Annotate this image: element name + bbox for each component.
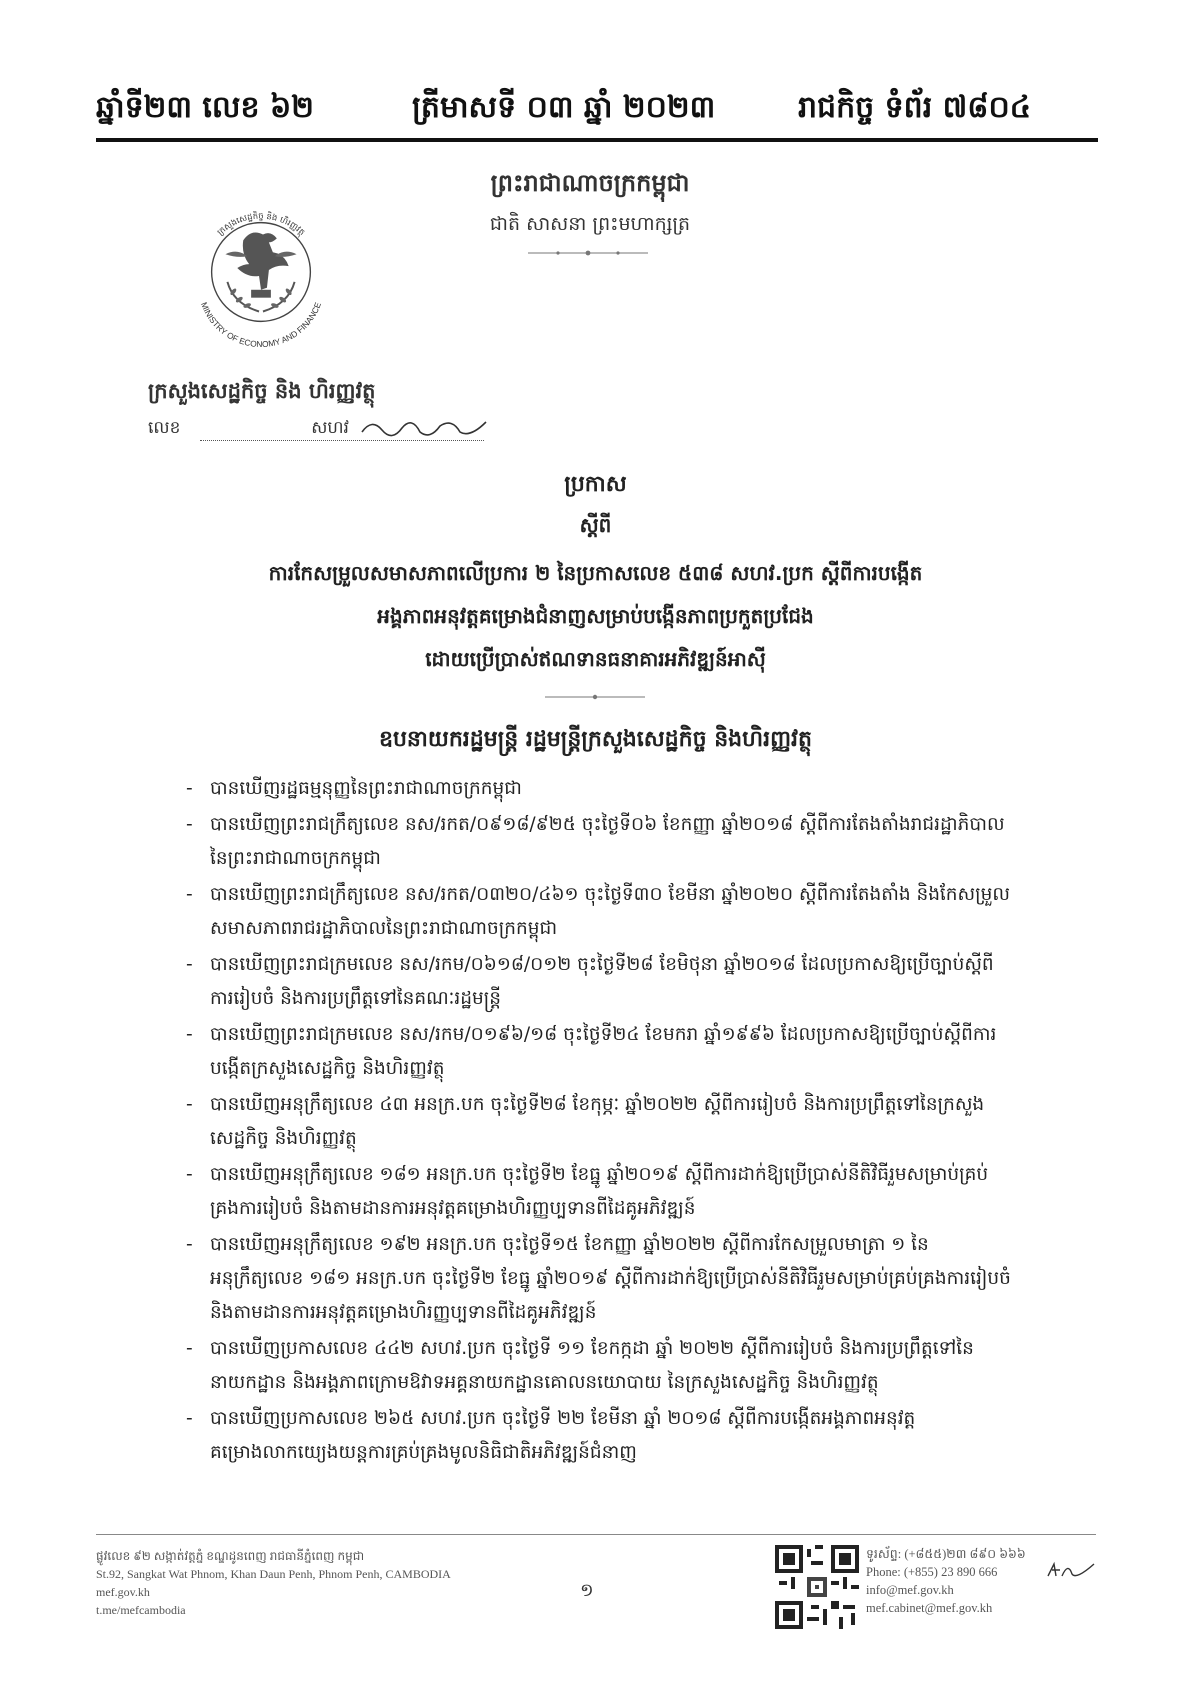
svg-text:MINISTRY OF ECONOMY AND FINANC [199,300,323,349]
ornament-divider-icon [545,692,645,702]
clause-text: បានឃើញប្រកាសលេខ ២៦៥ សហវ.ប្រក ចុះថ្ងៃទី ២២ ខែមីនា ឆ្នាំ ២០១៨ ស្តីពីការបង្កើតអង្គភាពអនុវត្តគម្រោងលាកយ្យេងយន្តការគ្រប់គ្រងមូលនិធិជាតិអភិវឌ្ឍន៍ជំនាញ [210,1408,916,1463]
address-khmer: ផ្លូវលេខ ៩២ សង្កាត់វត្តភ្នំ ខណ្ឌដូនពេញ រាជធានីភ្នំពេញ កម្ពុជា [96,1549,365,1563]
concerning-label: ស្តីពី [579,513,612,537]
reference-number-label [148,417,349,442]
handwritten-signature [360,412,490,442]
seal-english-text: MINISTRY OF ECONOMY AND FINANCE [199,300,323,350]
clause-text: បានឃើញព្រះរាជក្រឹត្យលេខ នស/រកត/០៩១៨/៩២៥ ចុះថ្ងៃទី០៦ ខែកញ្ញា ឆ្នាំ២០១៨ ស្តីពីការតែងតាំងរាជរដ្ឋាភិបាល នៃព្រះរាជាណាចក្រកម្ពុជា [210,814,1005,869]
list-item: - បានឃើញប្រកាសលេខ ២៦៥ សហវ.ប្រក ចុះថ្ងៃទី ២២ ខែមីនា ឆ្នាំ ២០១៨ ស្តីពីការបង្កើតអង្គភាពអនុវត្តគម្រោងលាកយ្យេងយន្តការគ្រប់គ្រងមូលនិធិជាតិអភិវឌ្ឍន៍ជំនាញ [186,1408,916,1463]
list-item: - បានឃើញអនុក្រឹត្យលេខ ៤៣ អនក្រ.បក ចុះថ្ងៃទី២៨ ខែកុម្ភៈ ឆ្នាំ២០២២ ស្តីពីការរៀបចំ និងការប្រព្រឹត្តទៅនៃក្រសួងសេដ្ឋកិច្ច និងហិរញ្ញវត្ថុ [186,1094,985,1149]
initials-signature [1046,1560,1096,1582]
clause-text: បានឃើញអនុក្រឹត្យលេខ ៤៣ អនក្រ.បក ចុះថ្ងៃទី២៨ ខែកុម្ភៈ ឆ្នាំ២០២២ ស្តីពីការរៀបចំ និងការប្រព្រឹត្តទៅនៃក្រសួងសេដ្ឋកិច្ច និងហិរញ្ញវត្ថុ [210,1094,985,1149]
list-item: - បានឃើញព្រះរាជក្រមលេខ នស/រកម/០៦១៨/០១២ ចុះថ្ងៃទី២៨ ខែមិថុនា ឆ្នាំ២០១៨ ដែលប្រកាសឱ្យប្រើច្បាប់ស្តីពីការរៀបចំ និងការប្រព្រឹត្តទៅនៃគណៈរដ្ឋមន្ត្រី [186,954,994,1009]
footer-contact [866,1545,1026,1617]
email-cabinet-link[interactable]: mef.cabinet@mef.gov.kh [866,1601,993,1615]
gazette-year-issue: ឆ្នាំទី២៣ លេខ ៦២ [96,90,314,125]
address-english: St.92, Sangkat Wat Phnom, Khan Daun Penh, Phnom Penh, CAMBODIA [96,1567,451,1581]
ornament-divider-icon [528,248,648,258]
footer-rule [96,1534,1096,1535]
ministry-seal-icon [182,193,340,351]
subject-line: អង្គភាពអនុវត្តគម្រោងជំនាញសម្រាប់បង្កើនភាពប្រកួតប្រជែង [377,604,814,628]
phone-khmer: ទូរស័ព្ទ: (+៨៥៥)២៣ ៨៩០ ៦៦៦ [866,1547,1026,1561]
header-rule [96,138,1098,142]
phone-english: Phone: (+855) 23 890 666 [866,1565,998,1579]
national-motto: ជាតិ សាសនា ព្រះមហាក្សត្រ [489,213,691,235]
ref-prefix: លេខ [148,418,181,438]
gazette-page: រាជកិច្ច ទំព័រ ៧៨០៤ [798,90,1031,125]
gazette-quarter: ត្រីមាសទី ០៣ ឆ្នាំ ២០២៣ [412,90,716,125]
footer-address [96,1547,451,1619]
page-number: ១ [580,1580,594,1601]
kingdom-name: ព្រះរាជាណាចក្រកម្ពុជា [490,169,690,197]
list-item: - បានឃើញព្រះរាជក្រមលេខ នស/រកម/០១៩៦/១៨ ចុះថ្ងៃទី២៤ ខែមករា ឆ្នាំ១៩៩៦ ដែលប្រកាសឱ្យប្រើច្បាប់ស្តីពីការបង្កើតក្រសួងសេដ្ឋកិច្ច និងហិរញ្ញវត្ថុ [186,1024,997,1079]
preamble-clauses [186,772,1012,1472]
list-item: - បានឃើញអនុក្រឹត្យលេខ ១៨១ អនក្រ.បក ចុះថ្ងៃទី២ ខែធ្នូ ឆ្នាំ២០១៩ ស្តីពីការដាក់ឱ្យប្រើប្រាស់នីតិវិធីរួមសម្រាប់គ្រប់គ្រងការរៀបចំ និងតាមដានការអនុវត្តគម្រោងហិរញ្ញប្បទានពីដៃគូអភិវឌ្ឍន៍ [186,1164,989,1219]
list-item: - បានឃើញព្រះរាជក្រឹត្យលេខ នស/រកត/០៩១៨/៩២៥ ចុះថ្ងៃទី០៦ ខែកញ្ញា ឆ្នាំ២០១៨ ស្តីពីការតែងតាំងរាជរដ្ឋាភិបាល នៃព្រះរាជាណាចក្រកម្ពុជា [186,814,1005,869]
clause-text: បានឃើញអនុក្រឹត្យលេខ ១៩២ អនក្រ.បក ចុះថ្ងៃទី១៥ ខែកញ្ញា ឆ្នាំ២០២២ ស្តីពីការកែសម្រួលមាត្រា ១ នៃអនុក្រឹត្យលេខ ១៨១ អនក្រ.បក ចុះថ្ងៃទី២ ខែធ្នូ ឆ្នាំ២០១៩ ស្តីពីការដាក់ឱ្យប្រើប្រាស់នីតិវិធីរួមសម្រាប់គ្រប់គ្រងការរៀបចំ និងតាមដានការអនុវត្តគម្រោងហិរញ្ញប្បទានពីដៃគូអភិវឌ្ឍន៍ [210,1234,1011,1323]
clause-text: បានឃើញព្រះរាជក្រឹត្យលេខ នស/រកត/០៣២០/៤៦១ ចុះថ្ងៃទី៣០ ខែមីនា ឆ្នាំ២០២០ ស្តីពីការតែងតាំង និងកែសម្រួលសមាសភាពរាជរដ្ឋាភិបាលនៃព្រះរាជាណាចក្រកម្ពុជា [210,884,1011,939]
clause-text: បានឃើញប្រកាសលេខ ៤៤២ សហវ.ប្រក ចុះថ្ងៃទី ១១ ខែកក្កដា ឆ្នាំ ២០២២ ស្តីពីការរៀបចំ និងការប្រព្រឹត្តទៅនៃនាយកដ្ឋាន និងអង្គភាពក្រោមឱវាទអគ្គនាយកដ្ឋានគោលនយោបាយ នៃក្រសួងសេដ្ឋកិច្ច និងហិរញ្ញវត្ថុ [210,1338,974,1393]
ministry-name: ក្រសួងសេដ្ឋកិច្ច និង ហិរញ្ញវត្ថុ [148,379,376,403]
website-link[interactable]: mef.gov.kh [96,1585,150,1599]
subject-line: ការកែសម្រួលសមាសភាពលើប្រការ ២ នៃប្រកាសលេខ ៥៣៨ សហវ.ប្រក ស្តីពីការបង្កើត [268,561,923,585]
clause-text: បានឃើញព្រះរាជក្រមលេខ នស/រកម/០៦១៨/០១២ ចុះថ្ងៃទី២៨ ខែមិថុនា ឆ្នាំ២០១៨ ដែលប្រកាសឱ្យប្រើច្បាប់ស្តីពីការរៀបចំ និងការប្រព្រឹត្តទៅនៃគណៈរដ្ឋមន្ត្រី [210,954,994,1009]
subject-line: ដោយប្រើប្រាស់ឥណទានធនាគារអភិវឌ្ឍន៍អាស៊ី [425,647,766,671]
email-info-link[interactable]: info@mef.gov.kh [866,1583,954,1597]
list-item: - បានឃើញប្រកាសលេខ ៤៤២ សហវ.ប្រក ចុះថ្ងៃទី ១១ ខែកក្កដា ឆ្នាំ ២០២២ ស្តីពីការរៀបចំ និងការប្រព្រឹត្តទៅនៃនាយកដ្ឋាន និងអង្គភាពក្រោមឱវាទអគ្គនាយកដ្ឋានគោលនយោបាយ នៃក្រសួងសេដ្ឋកិច្ច និងហិរញ្ញវត្ថុ [186,1338,974,1393]
document-type: ប្រកាស [564,472,627,497]
clause-text: បានឃើញព្រះរាជក្រមលេខ នស/រកម/០១៩៦/១៨ ចុះថ្ងៃទី២៤ ខែមករា ឆ្នាំ១៩៩៦ ដែលប្រកាសឱ្យប្រើច្បាប់ស្តីពីការបង្កើតក្រសួងសេដ្ឋកិច្ច និងហិរញ្ញវត្ថុ [210,1024,997,1079]
telegram-link[interactable]: t.me/mefcambodia [96,1603,186,1617]
clause-text: បានឃើញរដ្ឋធម្មនុញ្ញនៃព្រះរាជាណាចក្រកម្ពុជា [210,778,522,799]
list-item: - បានឃើញរដ្ឋធម្មនុញ្ញនៃព្រះរាជាណាចក្រកម្ពុជា [186,778,522,799]
qr-code-icon [775,1545,859,1629]
seal-khmer-text: ក្រសួងសេដ្ឋកិច្ច និង ហិរញ្ញវត្ថុ [214,210,308,238]
ref-middle: សហវ [311,418,349,438]
issuing-authority: ឧបនាយករដ្ឋមន្ត្រី រដ្ឋមន្ត្រីក្រសួងសេដ្ឋកិច្ច និងហិរញ្ញវត្ថុ [379,727,812,752]
list-item: - បានឃើញព្រះរាជក្រឹត្យលេខ នស/រកត/០៣២០/៤៦១ ចុះថ្ងៃទី៣០ ខែមីនា ឆ្នាំ២០២០ ស្តីពីការតែងតាំង និងកែសម្រួលសមាសភាពរាជរដ្ឋាភិបាលនៃព្រះរាជាណាចក្រកម្ពុជា [186,884,1011,939]
list-item: - បានឃើញអនុក្រឹត្យលេខ ១៩២ អនក្រ.បក ចុះថ្ងៃទី១៥ ខែកញ្ញា ឆ្នាំ២០២២ ស្តីពីការកែសម្រួលមាត្រា ១ នៃអនុក្រឹត្យលេខ ១៨១ អនក្រ.បក ចុះថ្ងៃទី២ ខែធ្នូ ឆ្នាំ២០១៩ ស្តីពីការដាក់ឱ្យប្រើប្រាស់នីតិវិធីរួមសម្រាប់គ្រប់គ្រងការរៀបចំ និងតាមដានការអនុវត្តគម្រោងហិរញ្ញប្បទានពីដៃគូអភិវឌ្ឍន៍ [186,1234,1011,1323]
clause-text: បានឃើញអនុក្រឹត្យលេខ ១៨១ អនក្រ.បក ចុះថ្ងៃទី២ ខែធ្នូ ឆ្នាំ២០១៩ ស្តីពីការដាក់ឱ្យប្រើប្រាស់នីតិវិធីរួមសម្រាប់គ្រប់គ្រងការរៀបចំ និងតាមដានការអនុវត្តគម្រោងហិរញ្ញប្បទានពីដៃគូអភិវឌ្ឍន៍ [210,1164,989,1219]
